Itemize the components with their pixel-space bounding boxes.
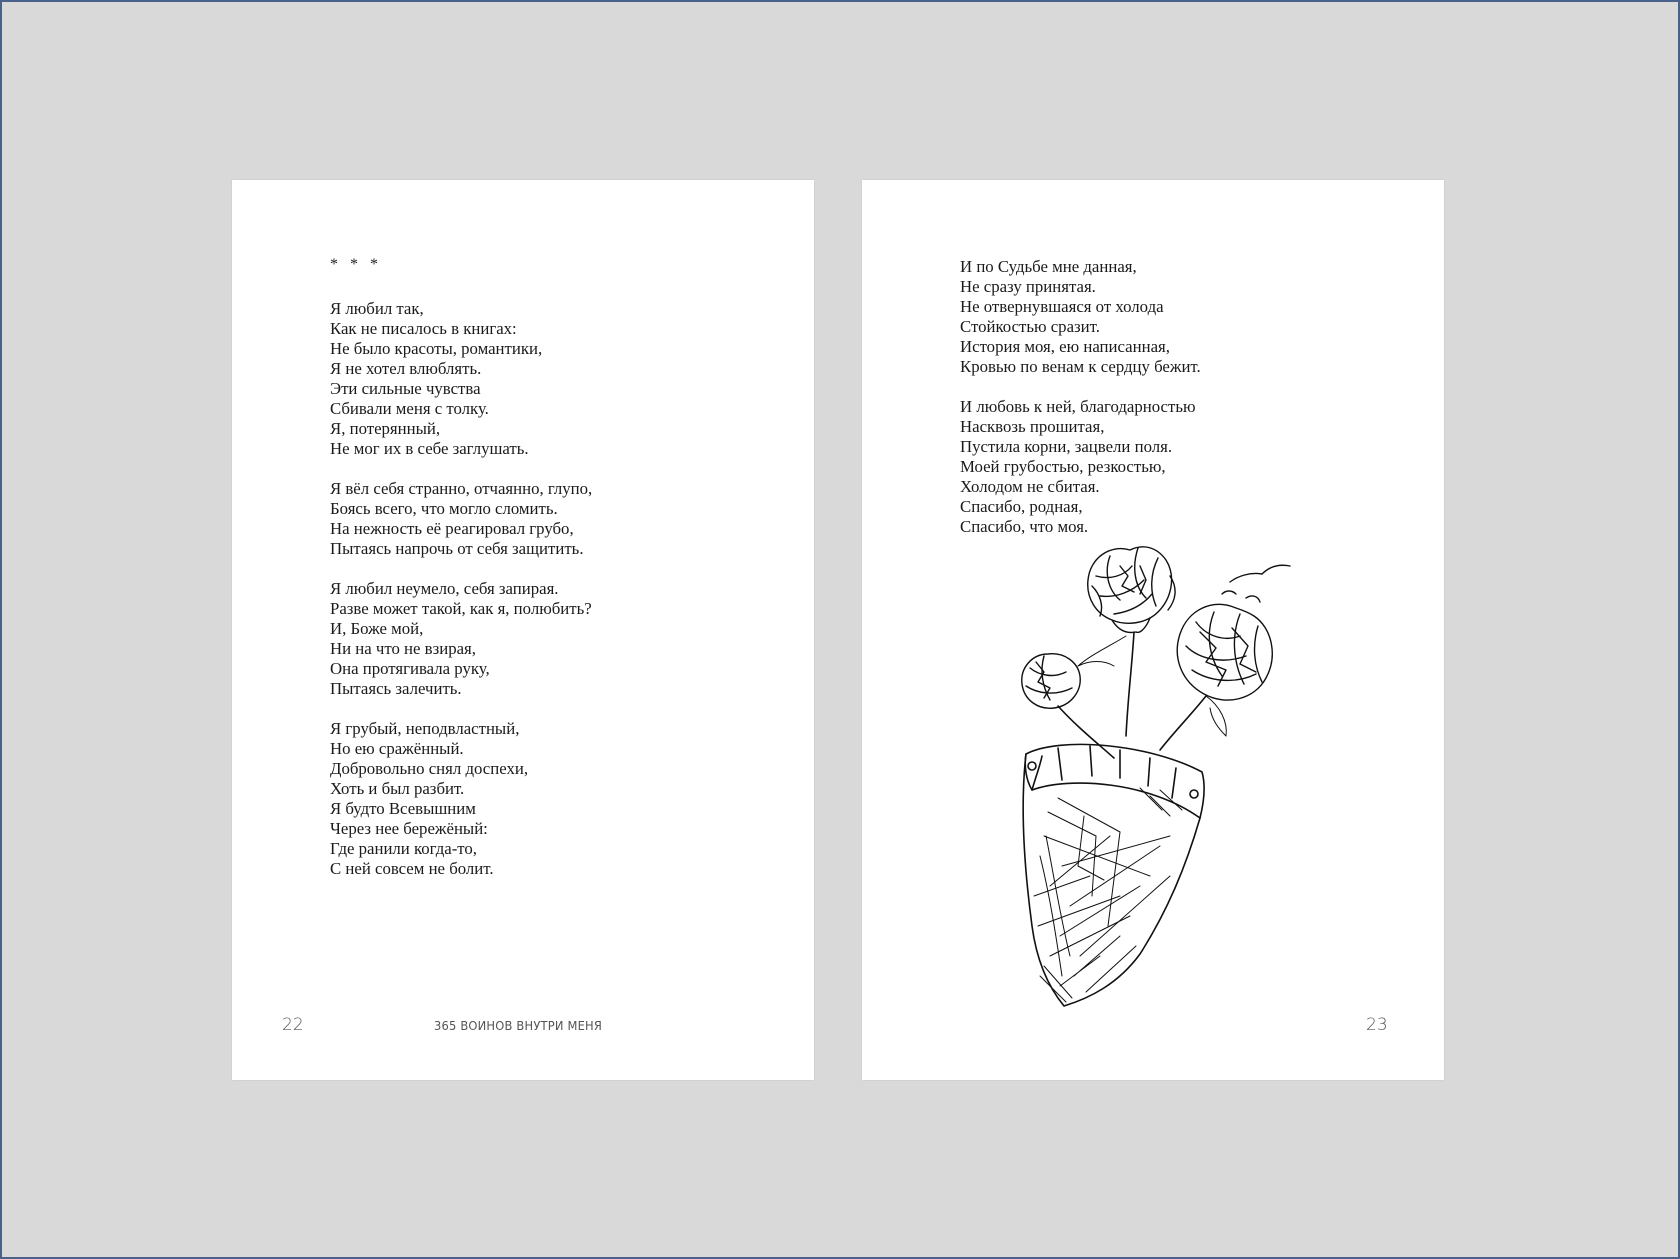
poem-line: И по Судьбе мне данная, [960,257,1137,276]
poem-line: Насквозь прошитая, [960,417,1105,436]
poem-line: Я любил неумело, себя запирая. [330,579,559,598]
poem-line: Кровью по венам к сердцу бежит. [960,357,1201,376]
poem-line: Боясь всего, что могло сломить. [330,499,558,518]
stanza-gap [330,559,592,579]
poem-line: Ни на что не взирая, [330,639,476,658]
poem-line: Как не писалось в книгах: [330,319,517,338]
poem-line: Пытаясь напрочь от себя защитить. [330,539,584,558]
poem-line: С ней совсем не болит. [330,859,494,878]
poem-line: Я любил так, [330,299,424,318]
left-rose-stem [1058,706,1114,758]
page-number-right: 23 [1366,1015,1388,1035]
poem-line: Не отвернувшаяся от холода [960,297,1164,316]
poem-line: Я не хотел влюблять. [330,359,482,378]
poem-line: И, Боже мой, [330,619,424,638]
poem-line: Не сразу принятая. [960,277,1096,296]
right-rose-sketch [1177,565,1290,700]
poem-line: Я будто Всевышним [330,799,476,818]
poem-line: И любовь к ней, благодарностью [960,397,1196,416]
poem-line: Но ею сражённый. [330,739,464,758]
poem-line: Пустила корни, зацвели поля. [960,437,1173,456]
poem-line: История моя, ею написанная, [960,337,1170,356]
top-rose-sketch [1088,547,1175,633]
poem-line: Спасибо, что моя. [960,517,1089,536]
left-poem [330,299,592,879]
poem-line: Спасибо, родная, [960,497,1083,516]
poem-line: Сбивали меня с толку. [330,399,489,418]
page-number-left: 22 [282,1015,304,1035]
running-title: 365 ВОИНОВ ВНУТРИ МЕНЯ [434,1018,603,1033]
poem-line: Я вёл себя странно, отчаянно, глупо, [330,479,593,498]
roses-helmet-sketch-illustration [1000,536,1340,1012]
poem-line: Не было красоты, романтики, [330,339,543,358]
poem-line: Где ранили когда-то, [330,839,477,858]
poem-line: Разве может такой, как я, полюбить? [330,599,592,618]
stanza-gap [330,699,592,719]
poem-line: Пытаясь залечить. [330,679,462,698]
stanza-gap [330,459,592,479]
poem-line: Стойкостью сразит. [960,317,1100,336]
poem-line: Я грубый, неподвластный, [330,719,520,738]
poem-line: Эти сильные чувства [330,379,481,398]
poem-line: Она протягивала руку, [330,659,490,678]
poem-line: Холодом не сбитая. [960,477,1100,496]
poem-line: Я, потерянный, [330,419,441,438]
poem-line: Моей грубостью, резкостью, [960,457,1166,476]
stanza-separator: * * * [330,256,382,273]
poem-line: Через нее бережёный: [330,819,488,838]
poem-line: На нежность её реагировал грубо, [330,519,574,538]
poem-line: Добровольно снял доспехи, [330,759,529,778]
helmet-hatching [1034,788,1182,1002]
top-rose-stem [1126,632,1134,736]
right-poem [960,257,1201,537]
stanza-gap [960,377,1201,397]
left-rose-sketch [1022,654,1080,709]
right-rose-stem [1160,696,1206,750]
poem-line: Хоть и был разбит. [330,779,465,798]
poem-line: Не мог их в себе заглушать. [330,439,529,458]
